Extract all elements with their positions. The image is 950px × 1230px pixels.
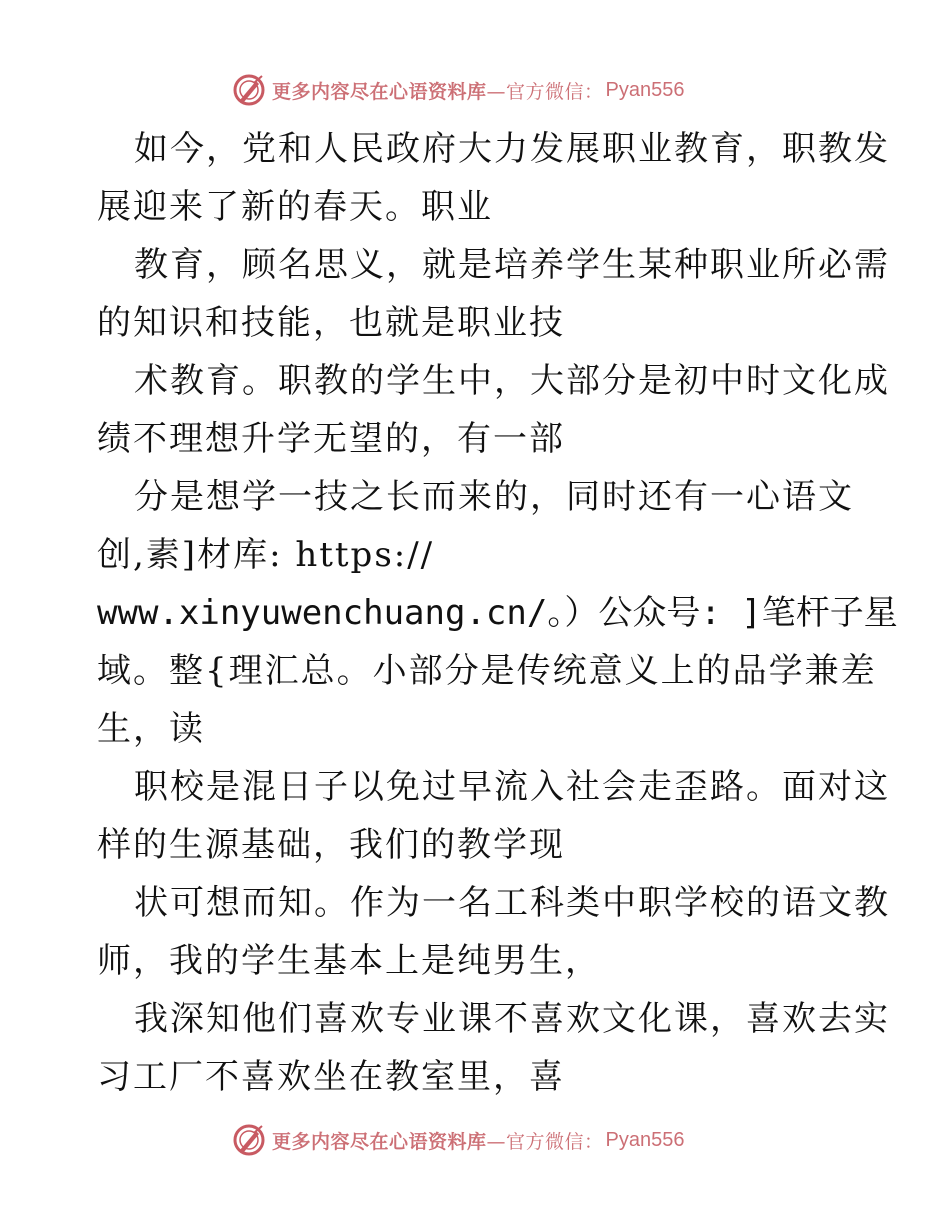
text-line: 习工厂不喜欢坐在教室里，喜 <box>97 1057 565 1097</box>
text-line: 展迎来了新的春天。职业 <box>97 187 493 227</box>
text-line: 样的生源基础，我们的教学现 <box>97 825 565 865</box>
quill-pen-logo-icon <box>232 73 266 107</box>
text-line: 绩不理想升学无望的，有一部 <box>97 419 565 459</box>
watermark-wechat-label: —官方微信： <box>486 1130 604 1153</box>
text-line: 如今，党和人民政府大力发展职业教育，职教发 <box>134 129 890 169</box>
bottom-watermark-banner <box>232 1121 685 1159</box>
top-watermark-banner <box>232 71 685 109</box>
watermark-brand-text: 更多内容尽在心语资料库 <box>272 80 487 103</box>
text-line: 我深知他们喜欢专业课不喜欢文化课，喜欢去实 <box>134 999 890 1039</box>
text-line: 的知识和技能，也就是职业技 <box>97 303 565 343</box>
watermark-wechat-id: Pyan556 <box>605 1128 685 1151</box>
text-line: 创,素]材库: https:// <box>97 535 435 575</box>
watermark-wechat-label: —官方微信： <box>486 80 604 103</box>
text-line: 状可想而知。作为一名工科类中职学校的语文教 <box>134 883 890 923</box>
watermark-brand-text: 更多内容尽在心语资料库 <box>272 1130 487 1153</box>
text-line: 域。整{理汇总。小部分是传统意义上的品学兼差 <box>97 651 877 691</box>
text-line: 术教育。职教的学生中，大部分是初中时文化成 <box>134 361 890 401</box>
watermark-wechat-id: Pyan556 <box>605 78 685 101</box>
document-body <box>97 120 898 1106</box>
text-line: 教育，顾名思义，就是培养学生某种职业所必需 <box>134 245 890 285</box>
text-line: 职校是混日子以免过早流入社会走歪路。面对这 <box>134 767 890 807</box>
text-line: 生，读 <box>97 709 205 749</box>
text-line-url: www.xinyuwenchuang.cn/。）公众号: ]笔杆子星 <box>97 593 898 633</box>
text-line: 分是想学一技之长而来的，同时还有一心语文 <box>134 477 854 517</box>
quill-pen-logo-icon <box>232 1123 266 1157</box>
text-line: 师，我的学生基本上是纯男生， <box>97 941 601 981</box>
